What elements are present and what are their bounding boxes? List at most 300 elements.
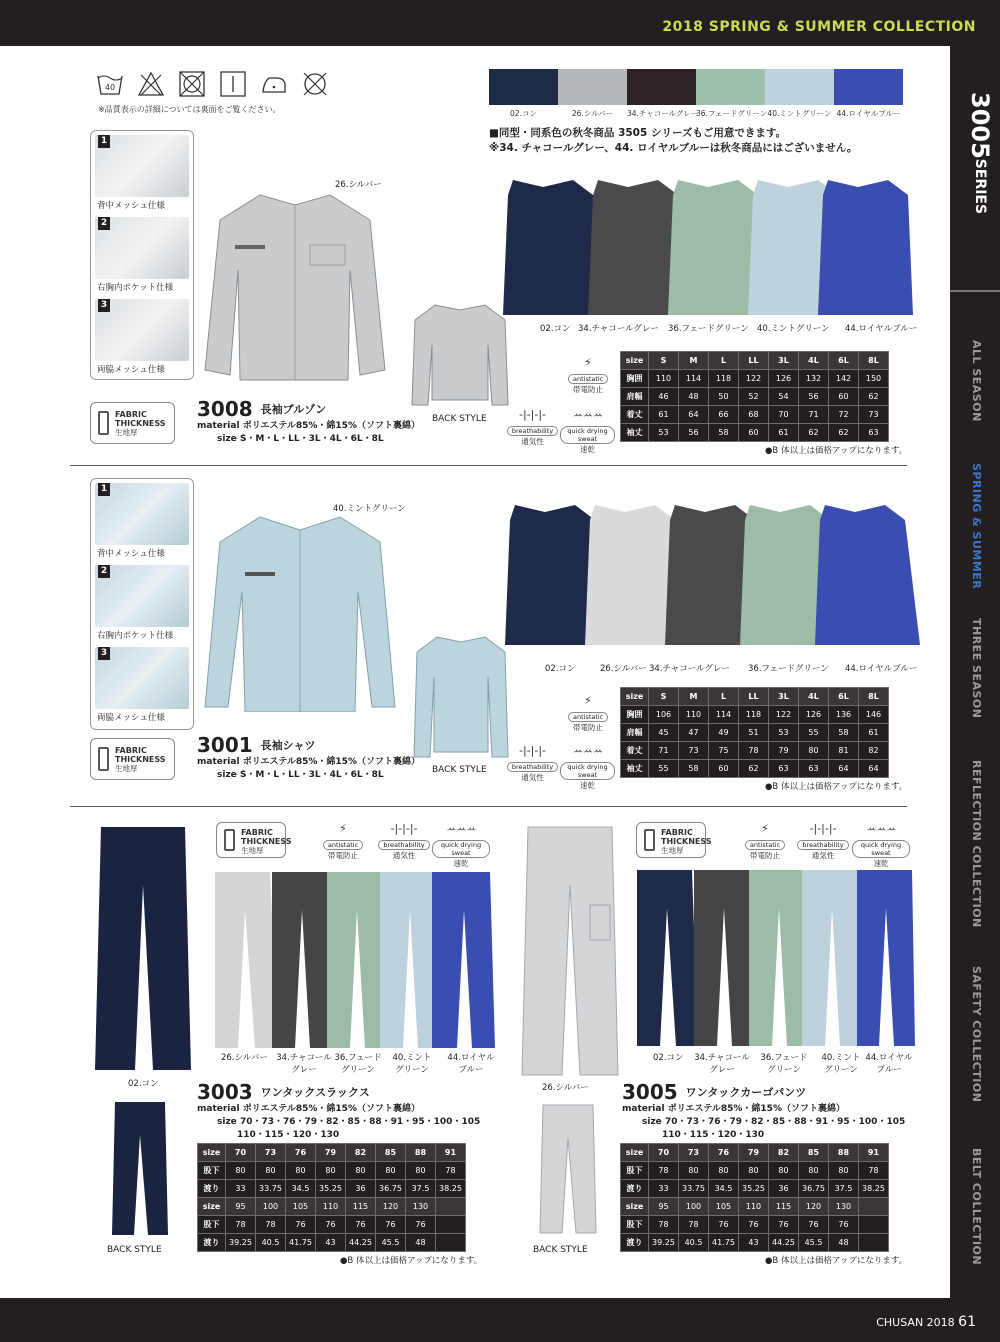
product-3003-title [197,1080,370,1104]
table-cell [859,1234,889,1252]
table-cell: 3L [769,688,799,706]
row-header: size [621,1198,649,1216]
fabric-jp: 生地厚 [661,846,684,855]
table-row [198,1162,466,1180]
swatch-36 [696,69,768,119]
nav-three-season[interactable]: THREE SEASON [970,618,983,719]
color-label: 44.ロイヤルブルー [845,324,918,334]
table-cell: 73 [679,742,709,760]
feature-jp: 帯電防止 [750,851,780,860]
main-color-label: 40.ミントグリーン [333,504,406,514]
swatch-color [558,69,627,105]
fabric-line2: THICKNESS [115,419,166,428]
detail-label: 背中メッシュ仕様 [97,201,165,211]
table-cell: 110 [679,706,709,724]
swatch-40 [765,69,834,119]
color-label-group [275,1051,333,1075]
size-key: size [217,1117,237,1127]
table-row [621,370,889,388]
table-cell: 72 [829,406,859,424]
nav-safety[interactable]: SAFETY COLLECTION [970,966,983,1103]
table-cell: 63 [769,760,799,778]
size-value: S・M・L・LL・3L・4L・6L・8L [239,770,384,780]
swatch-label: 26.シルバー [571,109,614,118]
section-divider [70,806,907,807]
table-cell: 62 [859,388,889,406]
swatch-label: 44.ロイヤルブルー [836,109,901,118]
table-cell: 33.75 [256,1180,286,1198]
table-cell: 80 [799,1162,829,1180]
table-cell: 100 [679,1198,709,1216]
table-cell: 56 [679,424,709,442]
cargo-3005-main [520,825,620,1080]
feature-en: breathability [507,426,558,436]
care-icons [96,70,329,100]
slacks-3003-back [110,1100,170,1240]
no-tumble-dry-icon [178,70,206,98]
feature-jp: 帯電防止 [573,385,603,394]
table-cell: 78 [859,1162,889,1180]
size-table-3005 [620,1143,889,1252]
table-cell: 50 [709,388,739,406]
color-label: 02.コン [540,324,571,334]
price-note: ●B 体以上は価格アップになります。 [765,1256,908,1266]
table-cell: 76 [346,1216,376,1234]
back-style-label: BACK STYLE [533,1245,588,1255]
fabric-line2: THICKNESS [661,837,712,846]
row-header: 胸囲 [621,706,649,724]
table-cell: 40.5 [679,1234,709,1252]
swatch-44 [834,69,903,119]
table-row [621,1144,889,1162]
table-row [621,388,889,406]
table-cell: 100 [256,1198,286,1216]
material-key: material [197,757,240,767]
table-cell: 46 [649,388,679,406]
antistatic-icon: ⚡ [584,694,592,707]
feature-jp: 通気性 [521,773,544,782]
fabric-line1: FABRIC [115,746,147,755]
table-cell: M [679,352,709,370]
table-cell: 48 [406,1234,436,1252]
table-cell: 60 [709,760,739,778]
table-cell: 40.5 [256,1234,286,1252]
table-cell: 115 [769,1198,799,1216]
fabric-jp: 生地厚 [115,428,138,437]
table-cell: 95 [649,1198,679,1216]
color-label: ブルー [458,1065,484,1075]
section-divider [70,465,907,466]
detail-photo [95,483,189,545]
table-cell: 82 [769,1144,799,1162]
series-title [966,92,994,242]
table-cell: 43 [739,1234,769,1252]
color-label: ブルー [876,1065,902,1075]
color-label: 36.フェード [334,1053,382,1063]
table-cell: 56 [799,388,829,406]
table-cell: 8L [859,688,889,706]
table-cell: 35.25 [739,1180,769,1198]
nav-divider [950,290,1000,292]
table-cell: 76 [829,1216,859,1234]
feature-en: breathability [378,840,429,850]
table-cell: 80 [799,742,829,760]
table-row [621,688,889,706]
size-table-3001 [620,687,889,778]
fabric-thickness-icon [98,411,109,435]
row-header: 着丈 [621,406,649,424]
note-line: ■同型・同系色の秋冬商品 3505 シリーズもご用意できます。 [489,127,787,139]
nav-spring-summer[interactable]: SPRING & SUMMER [970,463,983,590]
quick-dry-icon: ꕀꕀꕀ [446,822,476,835]
table-cell: 55 [649,760,679,778]
table-cell: 53 [649,424,679,442]
table-cell: 73 [256,1144,286,1162]
table-cell: 76 [316,1216,346,1234]
table-cell: 76 [286,1216,316,1234]
table-cell: 34.5 [709,1180,739,1198]
table-row [621,760,889,778]
table-cell: 66 [709,406,739,424]
table-row [621,406,889,424]
table-cell: 4L [799,688,829,706]
swatch-label: 36.フェードグリーン [696,109,768,118]
table-cell: 76 [376,1216,406,1234]
table-cell: 76 [799,1216,829,1234]
feature-en: quick drying sweat [560,762,615,780]
wash-40-icon [96,70,124,98]
feature-en: breathability [507,762,558,772]
detail-num: 1 [98,135,110,148]
detail-label: 両脇メッシュ仕様 [97,713,165,723]
antistatic-icon: ⚡ [339,822,347,835]
table-cell: 33 [649,1180,679,1198]
product-3001-spec [197,756,420,782]
fabric-jp: 生地厚 [115,764,138,773]
table-cell: 36.75 [376,1180,406,1198]
price-note: ●B 体以上は価格アップになります。 [765,782,908,792]
table-cell: 64 [679,406,709,424]
detail-photo [95,647,189,709]
color-label: 40.ミント [392,1053,432,1063]
material-value: ポリエステル85%・綿15%（ソフト裏綿） [242,757,420,767]
antistatic-feature [318,818,368,861]
table-cell: 80 [286,1162,316,1180]
table-cell: 115 [346,1198,376,1216]
table-cell: 80 [226,1162,256,1180]
table-cell: 122 [739,370,769,388]
detail-num: 3 [98,299,110,312]
color-label-group [332,1051,384,1075]
table-row [621,352,889,370]
row-header: 胸囲 [621,370,649,388]
table-cell: 79 [739,1144,769,1162]
fabric-thickness-3008 [90,402,175,444]
table-cell: 130 [406,1198,436,1216]
table-cell [436,1198,466,1216]
size-value: 70・73・76・79・82・85・88・91・95・100・105 [239,1117,481,1127]
breathability-feature [505,404,560,447]
table-cell: 45.5 [376,1234,406,1252]
row-header: 股下 [621,1216,649,1234]
product-name: 長袖ブルゾン [260,403,327,416]
product-name: 長袖シャツ [260,739,316,752]
swatch-color [834,69,903,105]
product-code: 3001 [197,733,253,757]
fabric-thickness-icon [644,829,655,851]
table-cell: 85 [799,1144,829,1162]
table-cell: 41.75 [286,1234,316,1252]
line-dry-icon [219,70,247,98]
feature-en: quick drying sweat [432,840,490,858]
row-header: size [621,1144,649,1162]
table-cell: 80 [769,1162,799,1180]
table-cell: 55 [799,724,829,742]
table-cell: 41.75 [709,1234,739,1252]
table-row [198,1234,466,1252]
table-cell: 44.25 [346,1234,376,1252]
series-number: 3005 [966,92,994,159]
detail-label: 背中メッシュ仕様 [97,549,165,559]
table-cell: LL [739,688,769,706]
size-key: size [217,770,237,780]
table-cell: M [679,688,709,706]
table-cell: 70 [769,406,799,424]
swatch-02 [489,69,558,119]
table-cell: 62 [739,760,769,778]
table-cell: 110 [316,1198,346,1216]
color-label-group [758,1051,810,1075]
color-label: 40.ミントグリーン [757,324,830,334]
row-header: 渡り [198,1180,226,1198]
table-row [621,1216,889,1234]
color-label-group [442,1051,500,1075]
size-key: size [642,1117,662,1127]
swatch-color [489,69,558,105]
table-cell: 49 [709,724,739,742]
row-header: 渡り [198,1234,226,1252]
table-cell: 78 [649,1216,679,1234]
breathability-feature [375,818,433,861]
table-cell: 78 [739,742,769,760]
feature-jp: 帯電防止 [328,851,358,860]
table-cell: 68 [739,406,769,424]
collection-title: 2018 SPRING & SUMMER COLLECTION [662,19,976,35]
detail-photo [95,565,189,627]
color-label: 02.コン [545,664,576,674]
feature-en: quick drying sweat [852,840,910,858]
feature-en: antistatic [568,712,608,722]
color-label: グリーン [395,1065,429,1075]
table-cell: 36 [346,1180,376,1198]
table-cell: 52 [739,388,769,406]
table-cell: 76 [709,1216,739,1234]
antistatic-feature [568,690,608,733]
table-cell: 62 [799,424,829,442]
detail-photo [95,299,189,361]
detail-num: 1 [98,483,110,496]
table-cell: 105 [286,1198,316,1216]
table-cell: 78 [649,1162,679,1180]
color-label: 36.フェード [760,1053,808,1063]
table-cell: 61 [859,724,889,742]
color-label: グリーン [341,1065,375,1075]
size-value: S・M・L・LL・3L・4L・6L・8L [239,434,384,444]
table-cell: 6L [829,352,859,370]
slacks-3003-main [93,825,193,1075]
feature-jp: 通気性 [521,437,544,446]
jacket-3008-back [410,300,510,410]
row-header: 渡り [621,1234,649,1252]
table-cell: 34.5 [286,1180,316,1198]
size-table-3003 [197,1143,466,1252]
row-header: 肩幅 [621,724,649,742]
detail-num: 3 [98,647,110,660]
fabric-thickness-icon [224,829,235,851]
table-cell: 80 [406,1162,436,1180]
nav-all-season[interactable]: ALL SEASON [970,340,983,422]
antistatic-icon: ⚡ [761,822,769,835]
table-cell: 80 [256,1162,286,1180]
size-value-2: 110・115・120・130 [237,1130,340,1140]
cargo-3005-back [538,1103,598,1238]
feature-en: antistatic [323,840,363,850]
quick-dry-feature [852,818,910,869]
table-cell: 73 [679,1144,709,1162]
back-style-label: BACK STYLE [432,414,487,424]
size-value-2: 110・115・120・130 [662,1130,765,1140]
row-header: 股下 [621,1162,649,1180]
slacks-3003-lineup [210,870,495,1050]
nav-reflection[interactable]: REFLECTION COLLECTION [970,760,983,928]
color-label: 44.ロイヤル [447,1053,495,1063]
wash-temp: 40 [104,83,116,92]
product-name: ワンタックカーゴパンツ [685,1086,807,1099]
material-value: ポリエステル85%・綿15%（ソフト裏綿） [667,1104,845,1114]
table-cell: 33 [226,1180,256,1198]
color-swatches [489,69,903,119]
detail-panel-3001 [90,478,194,730]
main-color-label: 26.シルバー [542,1083,589,1093]
table-cell: 48 [679,388,709,406]
table-cell: 110 [649,370,679,388]
row-header: size [198,1144,226,1162]
row-header: size [621,352,649,370]
breathability-icon: -|-|-|- [519,408,546,421]
table-cell: 73 [859,406,889,424]
table-cell: 80 [829,1162,859,1180]
feature-jp: 速乾 [453,859,469,868]
product-code: 3005 [622,1080,678,1104]
table-cell: 78 [256,1216,286,1234]
table-cell: 76 [286,1144,316,1162]
fabric-thickness-3003 [216,822,292,858]
detail-panel-3008 [90,130,194,380]
color-label: グリーン [824,1065,858,1075]
row-header: 袖丈 [621,424,649,442]
table-cell: 76 [769,1216,799,1234]
table-row [621,1234,889,1252]
series-word: SERIES [972,158,988,215]
row-header: 渡り [621,1180,649,1198]
nav-belt[interactable]: BELT COLLECTION [970,1148,983,1266]
table-cell: 150 [859,370,889,388]
table-cell: 142 [829,370,859,388]
swatch-color [627,69,696,105]
notes [489,126,857,156]
detail-num: 2 [98,565,110,578]
table-cell: 38.25 [436,1180,466,1198]
table-cell: 79 [316,1144,346,1162]
table-cell: 61 [649,406,679,424]
table-cell: 80 [376,1162,406,1180]
fabric-thickness-icon [98,747,109,771]
table-cell: L [709,352,739,370]
fabric-line1: FABRIC [115,410,147,419]
table-cell: S [649,352,679,370]
detail-label: 右胸内ポケット仕様 [97,283,174,293]
table-cell: 48 [829,1234,859,1252]
color-label: 26.シルバー [221,1053,268,1063]
table-cell [859,1216,889,1234]
table-cell: 36.75 [799,1180,829,1198]
feature-en: antistatic [568,374,608,384]
fabric-thickness-3001 [90,738,175,780]
table-row [621,424,889,442]
table-cell: 63 [799,760,829,778]
swatch-color [765,69,834,105]
color-label: 36.フェードグリーン [668,324,749,334]
table-cell: 85 [376,1144,406,1162]
table-cell: 82 [859,742,889,760]
material-value: ポリエステル85%・綿15%（ソフト裏綿） [242,421,420,431]
table-cell: 76 [406,1216,436,1234]
table-cell: 78 [679,1216,709,1234]
table-cell: 60 [739,424,769,442]
row-header: 袖丈 [621,760,649,778]
note-line: ※34. チャコールグレー、44. ロイヤルブルーは秋冬商品にはございません。 [489,142,858,154]
table-cell: 126 [769,370,799,388]
product-3005-spec [622,1103,905,1142]
detail-label: 両脇メッシュ仕様 [97,365,165,375]
table-cell: 120 [376,1198,406,1216]
table-cell: 61 [769,424,799,442]
table-cell: 37.5 [829,1180,859,1198]
table-row [621,1198,889,1216]
fabric-thickness-3005 [636,822,712,858]
table-cell: 118 [739,706,769,724]
swatch-34 [627,69,699,119]
table-cell: 39.25 [226,1234,256,1252]
color-label: 40.ミント [821,1053,861,1063]
feature-en: antistatic [745,840,785,850]
jacket-3008-lineup [498,175,928,320]
detail-photo [95,217,189,279]
product-3008-spec [197,420,420,446]
swatch-label: 34.チャコールグレー [627,109,699,118]
table-cell: 35.25 [316,1180,346,1198]
row-header: size [621,688,649,706]
table-cell: 95 [226,1198,256,1216]
row-header: 肩幅 [621,388,649,406]
color-label-group [860,1051,918,1075]
material-key: material [197,421,240,431]
feature-en: quick drying sweat [560,426,615,444]
table-cell: 62 [829,424,859,442]
feature-jp: 通気性 [392,851,416,860]
table-cell: 136 [829,706,859,724]
color-label: グレー [291,1065,317,1075]
